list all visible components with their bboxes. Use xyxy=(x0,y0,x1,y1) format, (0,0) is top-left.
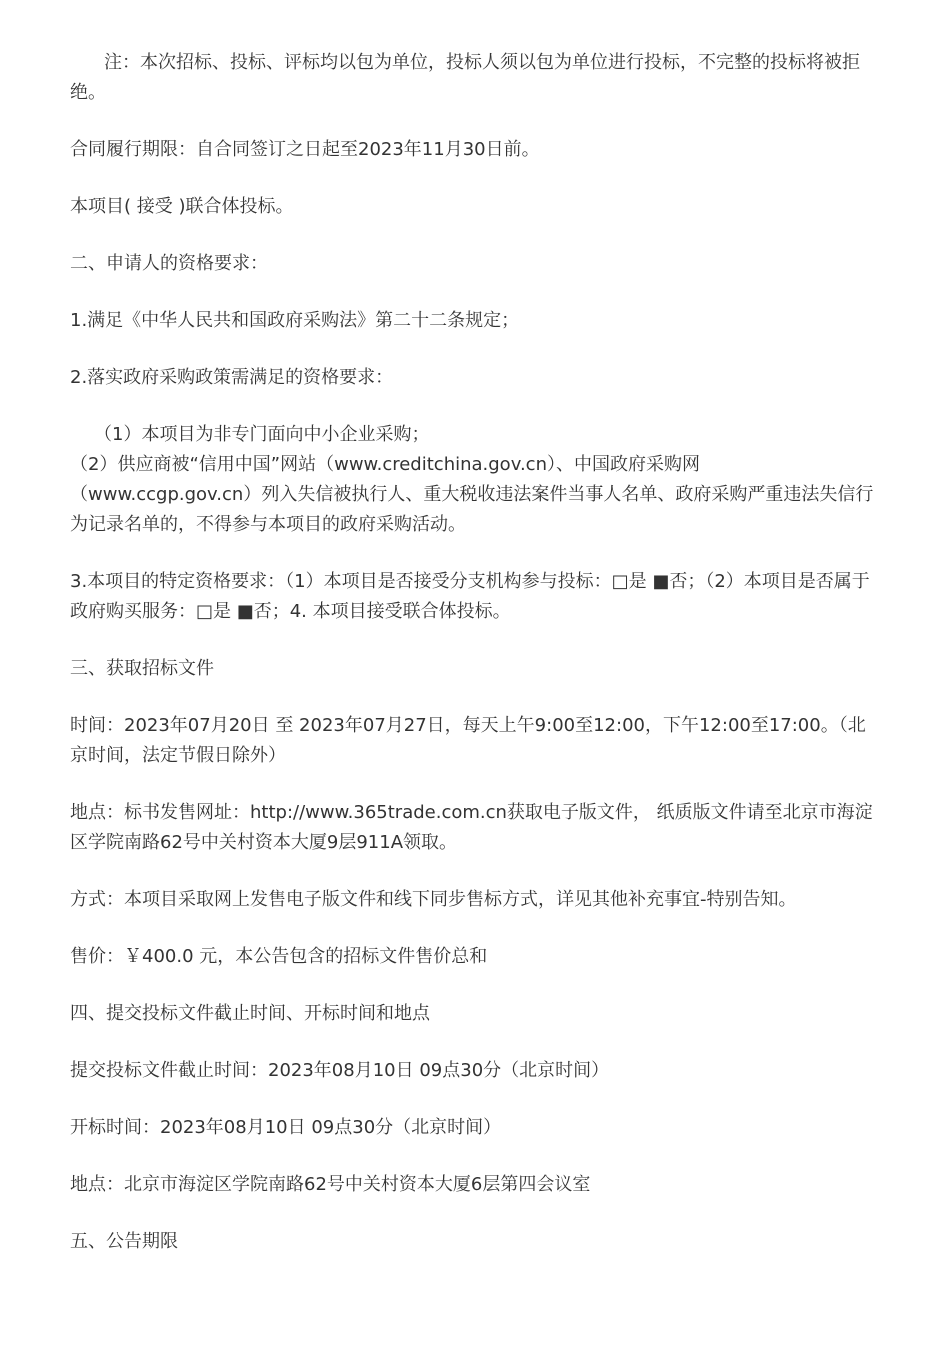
section-2-heading: 二、申请人的资格要求： xyxy=(70,253,268,274)
contract-period: 合同履行期限：自合同签订之日起至2023年11月30日前。 xyxy=(70,139,540,160)
section-5-heading: 五、公告期限 xyxy=(70,1231,178,1252)
opening-time: 开标时间：2023年08月10日 09点30分（北京时间） xyxy=(70,1117,502,1138)
document-body xyxy=(70,48,882,1284)
consortium-statement: 本项目( 接受 )联合体投标。 xyxy=(70,196,294,217)
sale-location: 地点：标书发售网址：http://www.365trade.com.cn获取电子版文件， 纸质版文件请至北京市海淀区学院南路62号中关村资本大厦9层911A领取。 xyxy=(70,802,873,853)
opening-location: 地点：北京市海淀区学院南路62号中关村资本大厦6层第四会议室 xyxy=(70,1174,591,1195)
requirement-3: 3.本项目的特定资格要求：（1）本项目是否接受分支机构参与投标：□是 ■否；（2）本项目是否属于政府购买服务：□是 ■否；4. 本项目接受联合体投标。 xyxy=(70,571,870,622)
requirement-2-item-2: （2）供应商被“信用中国”网站（www.creditchina.gov.cn）、中国政府采购网（www.ccgp.gov.cn）列入失信被执行人、重大税收违法案件当事人名单、政府采购严重违法失信行为记录名单的，不得参与本项目的政府采购活动。 xyxy=(70,454,874,535)
section-4-heading: 四、提交投标文件截止时间、开标时间和地点 xyxy=(70,1003,430,1024)
section-3-heading: 三、获取招标文件 xyxy=(70,658,214,679)
submission-deadline: 提交投标文件截止时间：2023年08月10日 09点30分（北京时间） xyxy=(70,1060,610,1081)
sale-method: 方式：本项目采取网上发售电子版文件和线下同步售标方式，详见其他补充事宜-特别告知。 xyxy=(70,889,797,910)
requirement-1: 1.满足《中华人民共和国政府采购法》第二十二条规定； xyxy=(70,310,520,331)
requirement-2: 2.落实政府采购政策需满足的资格要求： xyxy=(70,367,394,388)
sale-price: 售价：￥400.0 元，本公告包含的招标文件售价总和 xyxy=(70,946,488,967)
requirement-2-item-1: （1）本项目为非专门面向中小企业采购； xyxy=(94,424,430,445)
sale-time: 时间：2023年07月20日 至 2023年07月27日，每天上午9:00至12:00，下午12:00至17:00。（北京时间，法定节假日除外） xyxy=(70,715,866,766)
note-paragraph: 注：本次招标、投标、评标均以包为单位，投标人须以包为单位进行投标，不完整的投标将被拒绝。 xyxy=(70,52,860,103)
